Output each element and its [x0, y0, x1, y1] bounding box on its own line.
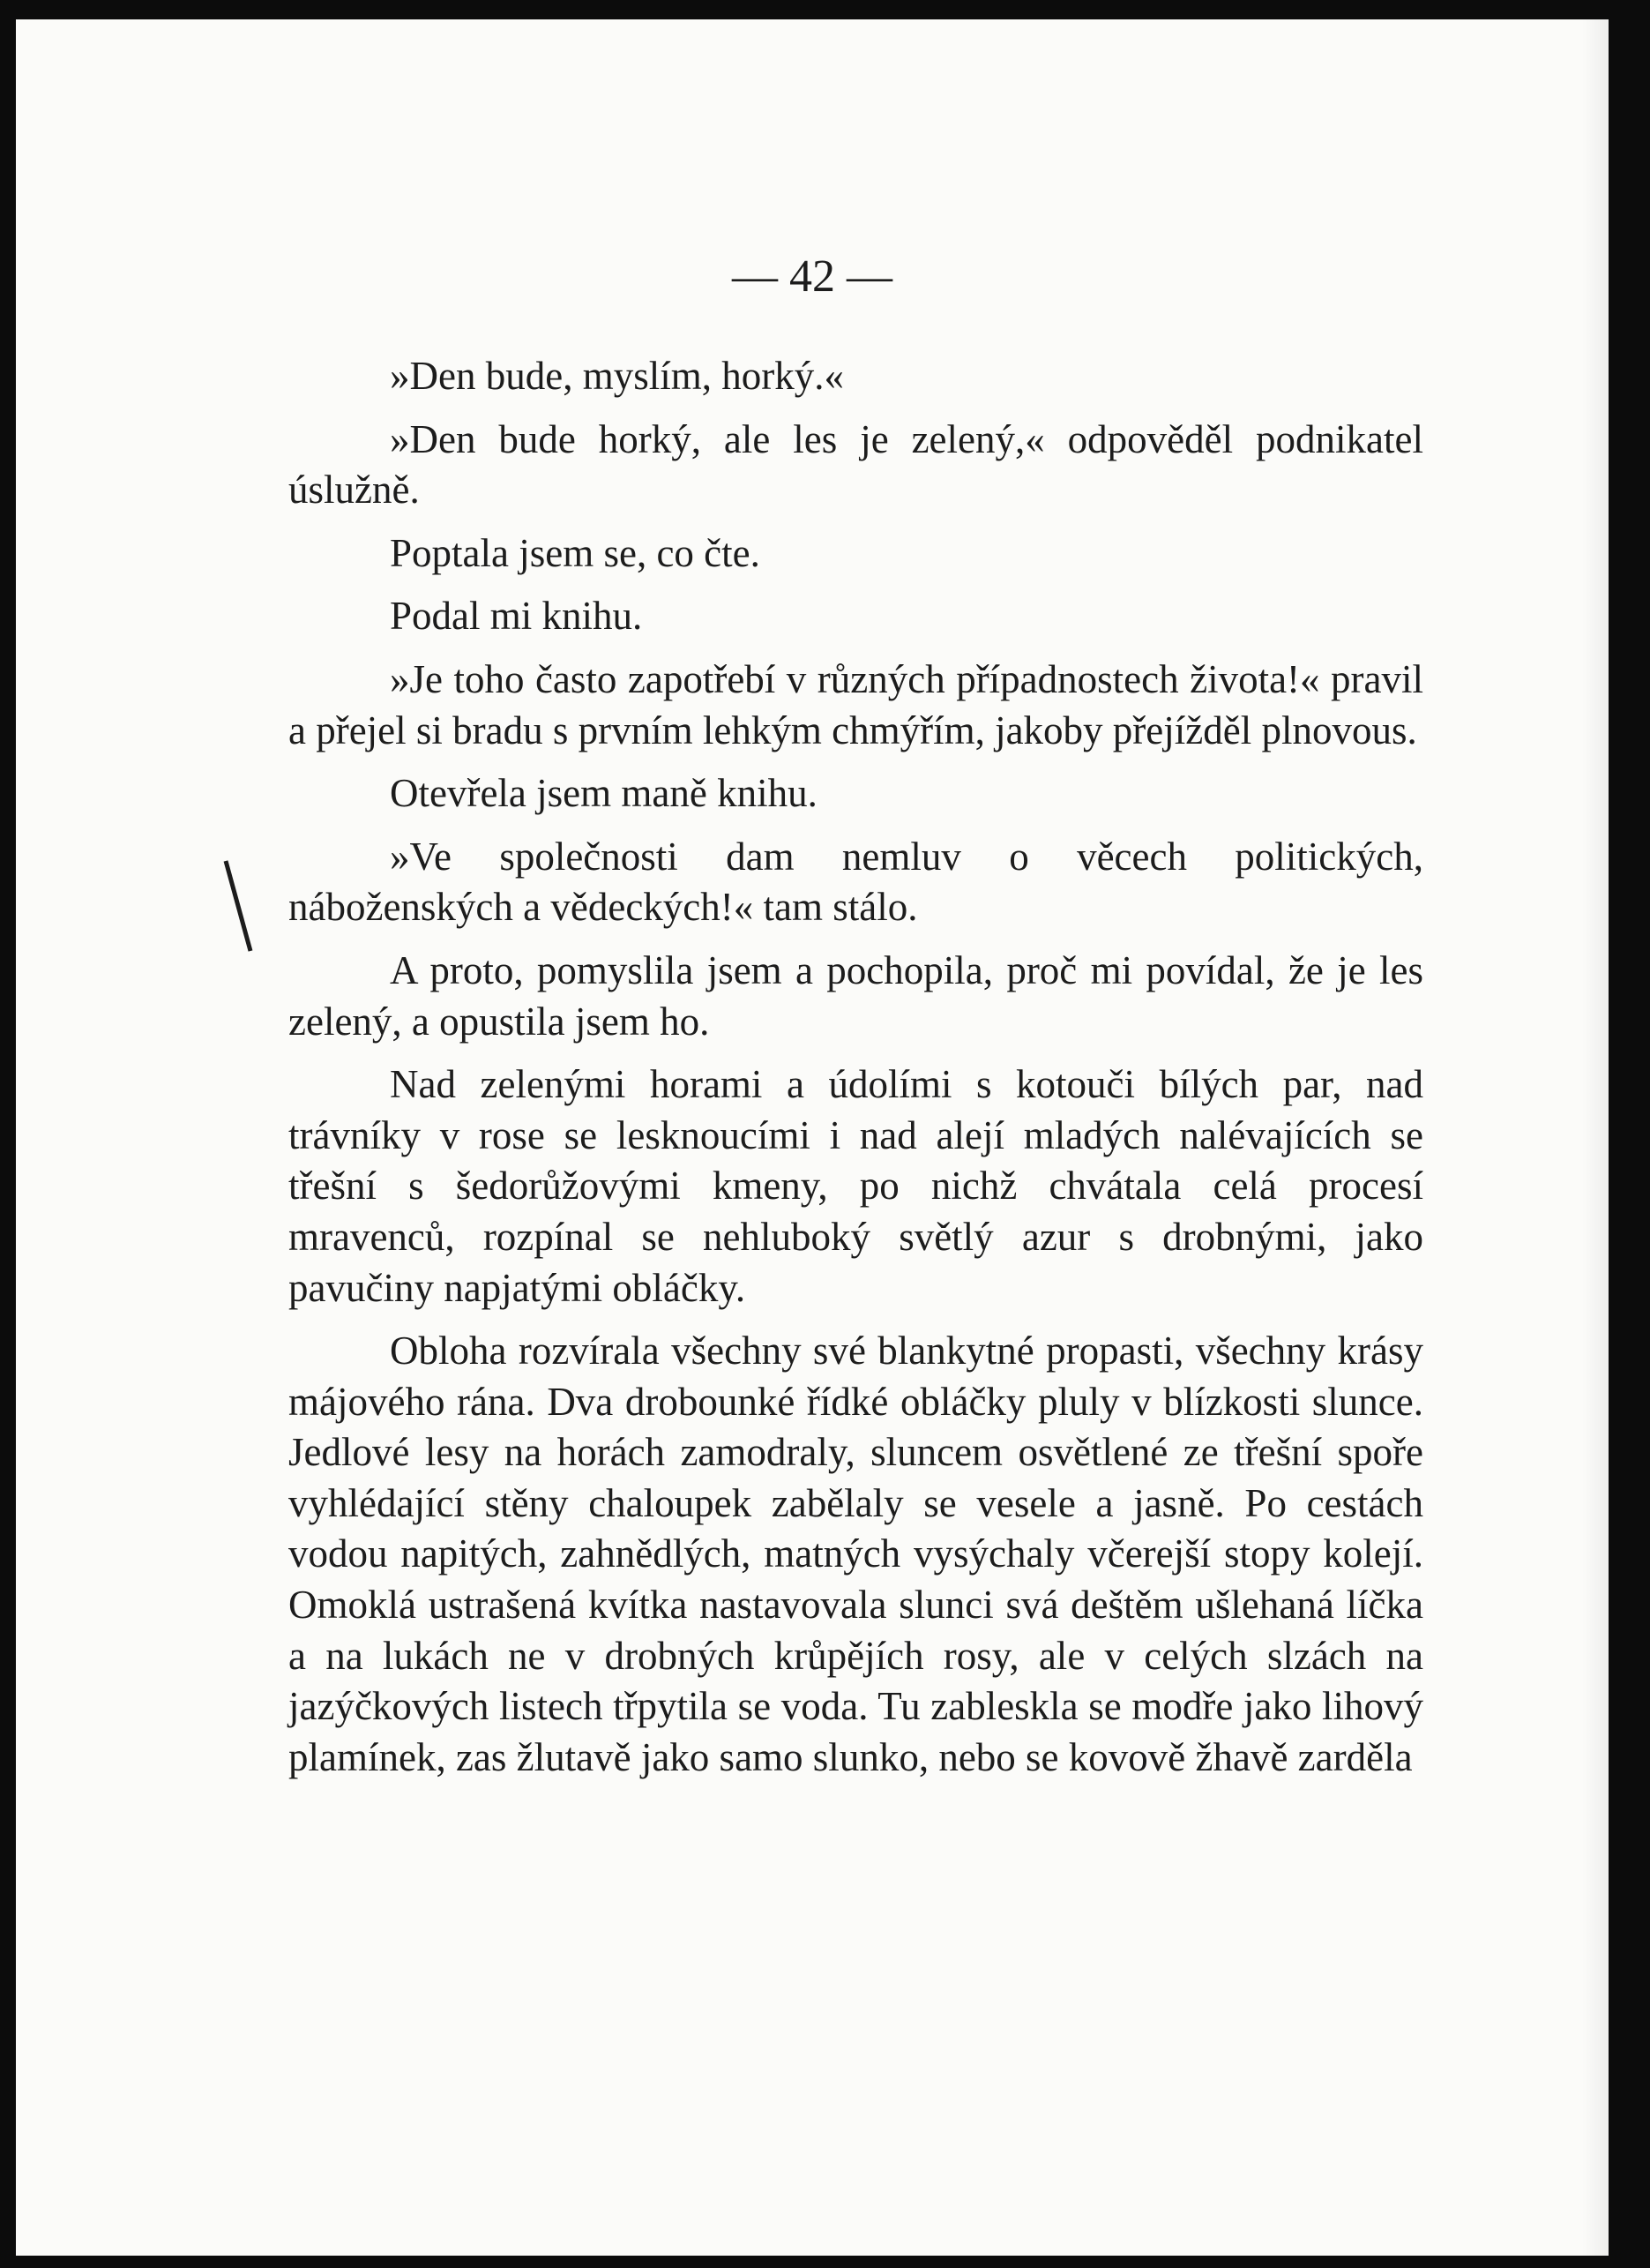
paragraph: »Den bude horký, ale les je zelený,« odpověděl podnikatel úslužně. — [288, 416, 1423, 513]
paragraph: Otevřela jsem maně knihu. — [390, 771, 818, 816]
paragraph: »Je toho často zapotřebí v různých případnostech života!« pravil a přejel si bradu s prvním lehkým chmýřím, jakoby přejížděl plnovous. — [288, 656, 1423, 752]
paragraph: »Den bude, myslím, horký.« — [390, 354, 844, 398]
paragraph: Podal mi knihu. — [390, 594, 643, 639]
paragraph: Nad zelenými horami a údolími s kotouči bílých par, nad trávníky v rose se lesknoucími i nad alejí mladých nalévajících se třešní s šedorůžovými kmeny, po nichž chvátala celá procesí mravenců, rozpínal se nehluboký světlý azur s drobnými, jako pavučiny napjatými obláčky. — [288, 1062, 1423, 1310]
page-edge-shadow — [1582, 19, 1609, 2256]
paragraph: Obloha rozvírala všechny své blankytné propasti, všechny krásy májového rána. Dva drobounké řídké obláčky pluly v blízkosti slunce. Jedlové lesy na horách zamodraly, sluncem osvětlené ze třešní spoře vyhlédající stěny chaloupek zabělaly se vesele a jasně. Po cestách vodou napitých, zahnědlých, matných vysýchaly včerejší stopy kolejí. Omoklá ustrašená kvítka nastavovala slunci svá deštěm ušlehaná líčka a na lukách ne v drobných krůpějích rosy, ale v celých slzách na jazýčkových listech třpytila se voda. Tu zableskla se modře jako lihový plamínek, zas žlutavě jako samo slunko, nebo se kovově žhavě zarděla — [288, 1329, 1423, 1779]
paragraph: A proto, pomyslila jsem a pochopila, proč mi povídal, že je les zelený, a opustila jsem ho. — [288, 947, 1423, 1044]
book-page — [16, 19, 1609, 2256]
paragraph: »Ve společnosti dam nemluv o věcech politických, náboženských a vědeckých!« tam stálo. — [288, 834, 1423, 930]
margin-pencil-mark — [220, 857, 256, 954]
paragraph: Poptala jsem se, co čte. — [390, 530, 760, 575]
body-text — [288, 351, 1423, 1795]
page-number: — 42 — — [732, 251, 892, 302]
